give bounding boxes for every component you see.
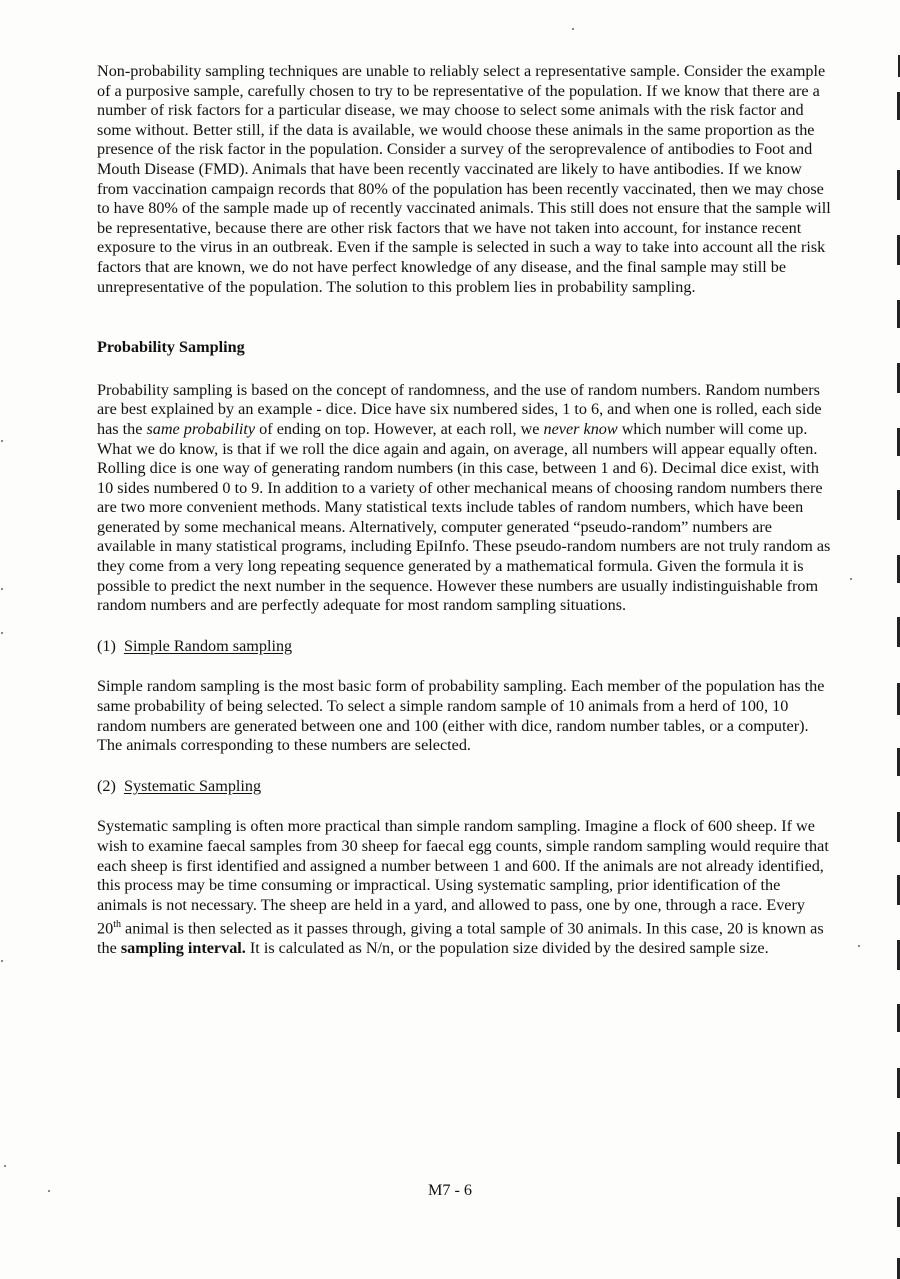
subheading-number: (1) [97,636,116,655]
simple-random-sampling-paragraph: Simple random sampling is the most basic form of probability sampling. Each member of the population has the same probability of being selected. To select a simple random sample of 10 animals from a herd of 100, 10 random numbers are generated between one and 100 (either with dice, random number tables, or a computer). The animals corresponding to these numbers are selected. [97,677,825,755]
page-number: M7 - 6 [427,1181,473,1199]
scan-speck [4,1165,6,1167]
page-body [97,62,831,959]
emphasis-same-probability: same probability [146,419,256,438]
section-heading-probability-sampling: Probability Sampling [97,338,245,357]
scan-speck [1,632,3,634]
text-run: animal is then selected as it passes through, giving a total sample of 30 animals. In this case, 20 is known as the [97,919,824,958]
bold-sampling-interval: sampling interval. [120,939,246,958]
text-run: Probability sampling is based on the concept of randomness, and the use of random numbers. Random numbers are best explained by an example - dice. Dice have six numbered sides, 1 to 6, and when one is rolled, each side has the [97,380,822,438]
systematic-sampling-paragraph [97,817,831,959]
superscript-th: th [113,919,121,931]
subheading-systematic-sampling [97,777,831,797]
scan-speck [1,960,3,962]
subheading-simple-random-sampling [97,637,831,657]
intro-paragraph: Non-probability sampling techniques are unable to reliably select a representative sample. Consider the example of a purposive sample, carefully chosen to try to be representative of the population. If we know that there are a number of risk factors for a particular disease, we may choose to select some animals with the risk factor and some without. Better still, if the data is available, we would choose these animals in the same proportion as the presence of the risk factor in the population. Consider a survey of the seroprevalence of antibodies to Foot and Mouth Disease (FMD). Animals that have been recently vaccinated are likely to have antibodies. If we know from vaccination campaign records that 80% of the population has been recently vaccinated, then we may chose to have 80% of the sample made up of recently vaccinated animals. This still does not ensure that the sample will be representative, because there are other risk factors that we have not taken into account, for instance recent exposure to the virus in an outbreak. Even if the sample is selected in such a way to take into account all the risk factors that are known, we do not have perfect knowledge of any disease, and the final sample may still be unrepresentative of the population. The solution to this problem lies in probability sampling. [97,62,831,296]
scan-speck [858,945,860,947]
text-run: of ending on top. However, at each roll, we [255,419,544,438]
subheading-title: Simple Random sampling [123,636,293,655]
scan-speck [1,588,3,590]
subheading-number: (2) [97,776,116,795]
subheading-title: Systematic Sampling [123,776,262,795]
probability-sampling-paragraph [97,381,831,616]
text-run: Systematic sampling is often more practical than simple random sampling. Imagine a flock of 600 sheep. If we wish to examine faecal samples from 30 sheep for faecal egg counts, simple random sampling would require that each sheep is first identified and assigned a number between 1 and 600. If the animals are not already identified, this process may be time consuming or impractical. Using systematic sampling, prior identification of the animals is not necessary. The sheep are held in a yard, and allowed to pass, one by one, through a race. Every 20 [97,817,829,938]
emphasis-never-know: never know [543,419,618,438]
scan-speck [48,1190,50,1192]
text-run: which number will come up. What we do know, is that if we roll the dice again and again, on average, all numbers will appear equally often. Rolling dice is one way of generating random numbers (in this case, between 1 and 6). Decimal dice exist, with 10 sides numbered 0 to 9. In addition to a variety of other mechanical means of choosing random numbers there are two more convenient methods. Many statistical texts include tables of random numbers, which have been generated by some mechanical means. Alternatively, computer generated “pseudo-random” numbers are available in many statistical programs, including EpiInfo. These pseudo-random numbers are not truly random as they come from a very long repeating sequence generated by a mathematical formula. Given the formula it is possible to predict the next number in the sequence. However these numbers are usually indistinguishable from random numbers and are perfectly adequate for most random sampling situations. [97,419,831,615]
text-run: It is calculated as N/n, or the population size divided by the desired sample size. [245,939,769,958]
scan-speck [572,28,574,30]
scan-speck [1,440,3,442]
scan-speck [850,578,852,580]
